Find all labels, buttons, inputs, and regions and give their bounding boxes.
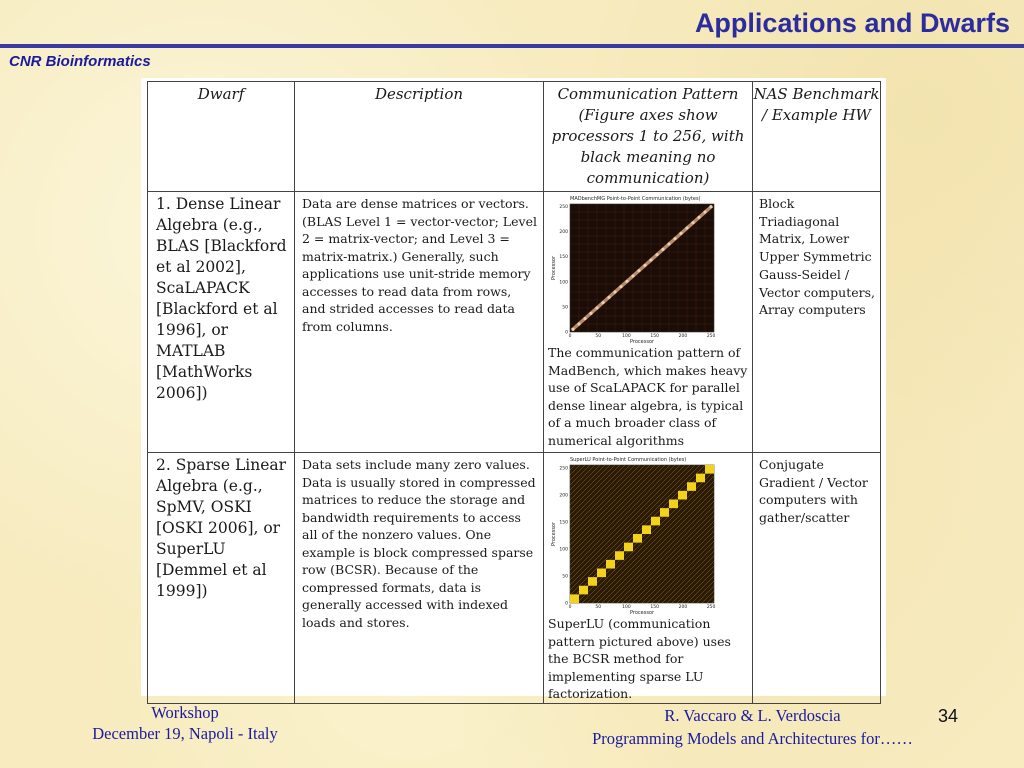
y-tick-label: 0 bbox=[565, 601, 568, 607]
diagonal-dot bbox=[595, 306, 598, 309]
diagonal-dot bbox=[577, 322, 580, 325]
dwarf-sparse-linear-algebra: 2. Sparse Linear Algebra (e.g., SpMV, OSKI [OSKI 2006], or SuperLU [Demmel et al 1999]) bbox=[148, 453, 295, 704]
figure-title: SuperLU Point-to-Point Communication (bytes) bbox=[570, 457, 687, 463]
y-tick-label: 150 bbox=[559, 255, 568, 261]
diagonal-block bbox=[696, 474, 705, 483]
dwarfs-table bbox=[147, 81, 881, 704]
diagonal-dot bbox=[649, 258, 652, 261]
diagonal-dot bbox=[613, 290, 616, 293]
footer-author-names: R. Vaccaro & L. Verdoscia bbox=[664, 706, 841, 725]
x-tick-label: 100 bbox=[622, 334, 631, 339]
x-tick-label: 250 bbox=[706, 334, 716, 339]
x-tick-label: 200 bbox=[678, 334, 688, 339]
diagonal-block bbox=[642, 525, 651, 534]
header-description: Description bbox=[295, 82, 544, 192]
figure-xlabel: Processor bbox=[629, 339, 655, 344]
diagonal-block bbox=[579, 586, 588, 595]
diagonal-block bbox=[570, 594, 579, 603]
dwarf-dense-linear-algebra: 1. Dense Linear Algebra (e.g., BLAS [Blackford et al 2002], ScaLAPACK [Blackford et al 1996], or MATLAB [MathWorks 2006]) bbox=[148, 192, 295, 453]
x-tick-label: 50 bbox=[595, 334, 602, 339]
x-tick-label: 250 bbox=[706, 605, 716, 610]
diagonal-block bbox=[615, 551, 624, 560]
figure-ylabel: Processor bbox=[551, 521, 557, 547]
y-tick-label: 0 bbox=[565, 330, 568, 336]
x-tick-label: 50 bbox=[595, 605, 602, 610]
footer-date-location: December 19, Napoli - Italy bbox=[92, 724, 278, 743]
y-tick-label: 100 bbox=[559, 280, 568, 286]
organization-label: CNR Bioinformatics bbox=[9, 53, 151, 70]
caption-dense-linear-algebra: The communication pattern of MadBench, which makes heavy use of ScaLAPACK for parallel dense linear algebra, is typical of a much broader class of numerical algorithms bbox=[548, 345, 748, 448]
footer-workshop bbox=[74, 702, 296, 744]
description-sparse-linear-algebra: Data sets include many zero values. Data is usually stored in compressed matrices to reduce the storage and bandwidth requirements to access all of the nonzero values. One example is block compressed sparse row (BCSR). Because of the compressed formats, data is generally accessed with indexed loads and stores. bbox=[295, 453, 544, 704]
footer-authors bbox=[555, 704, 950, 750]
y-tick-label: 250 bbox=[559, 466, 568, 472]
y-tick-label: 100 bbox=[559, 547, 568, 553]
diagonal-dot bbox=[667, 242, 670, 245]
footer-talk-title: Programming Models and Architectures for…… bbox=[592, 729, 913, 748]
diagonal-block bbox=[651, 517, 660, 526]
y-tick-label: 250 bbox=[559, 205, 568, 211]
x-tick-label: 150 bbox=[650, 334, 659, 339]
diagonal-dot bbox=[655, 253, 658, 256]
diagonal-dot bbox=[697, 216, 700, 219]
hw-dense-linear-algebra: Block Triadiagonal Matrix, Lower Upper Symmetric Gauss-Seidel / Vector computers, Array computers bbox=[753, 192, 881, 453]
figure-title: MADbenchMG Point-to-Point Communication (bytes) bbox=[570, 196, 701, 202]
x-tick-label: 0 bbox=[568, 334, 572, 339]
diagonal-dot bbox=[703, 210, 706, 213]
diagonal-dot bbox=[571, 328, 574, 331]
diagonal-dot bbox=[619, 285, 622, 288]
diagonal-block bbox=[624, 543, 633, 552]
diagonal-block bbox=[660, 508, 669, 517]
diagonal-dot bbox=[685, 226, 688, 229]
diagonal-block bbox=[678, 491, 687, 500]
description-dense-linear-algebra: Data are dense matrices or vectors. (BLAS Level 1 = vector-vector; Level 2 = matrix-vector; and Level 3 = matrix-matrix.) Generally, such applications use unit-stride memory accesses to read data from rows, and strided accesses to read data from columns. bbox=[295, 192, 544, 453]
x-tick-label: 100 bbox=[622, 605, 631, 610]
diagonal-dot bbox=[679, 232, 682, 235]
dwarfs-table-image bbox=[141, 78, 886, 701]
footer-workshop-label: Workshop bbox=[151, 703, 219, 722]
diagonal-dot bbox=[607, 296, 610, 299]
superlu-communication-figure bbox=[548, 455, 720, 615]
title-rule bbox=[0, 44, 1024, 48]
x-tick-label: 200 bbox=[678, 605, 688, 610]
pattern-sparse-linear-algebra bbox=[544, 453, 753, 704]
y-tick-label: 50 bbox=[562, 305, 568, 311]
diagonal-block bbox=[633, 534, 642, 543]
figure-xlabel: Processor bbox=[629, 610, 655, 615]
diagonal-dot bbox=[661, 248, 664, 251]
x-tick-label: 150 bbox=[650, 605, 659, 610]
y-tick-label: 200 bbox=[559, 493, 568, 499]
diagonal-dot bbox=[673, 237, 676, 240]
caption-sparse-linear-algebra: SuperLU (communication pattern pictured above) uses the BCSR method for implementing sparse LU factorization. bbox=[548, 616, 731, 701]
y-tick-label: 150 bbox=[559, 520, 568, 526]
diagonal-dot bbox=[691, 221, 694, 224]
diagonal-dot bbox=[583, 317, 586, 320]
slide-title: Applications and Dwarfs bbox=[694, 8, 1010, 38]
diagonal-dot bbox=[643, 264, 646, 267]
table-row bbox=[148, 192, 881, 453]
header-dwarf: Dwarf bbox=[148, 82, 295, 192]
x-tick-label: 0 bbox=[568, 605, 572, 610]
diagonal-block bbox=[597, 569, 606, 578]
diagonal-block bbox=[687, 482, 696, 491]
diagonal-block bbox=[588, 577, 597, 586]
figure-ylabel: Processor bbox=[551, 255, 557, 281]
y-tick-label: 50 bbox=[562, 574, 568, 580]
diagonal-dot bbox=[631, 274, 634, 277]
diagonal-block bbox=[669, 500, 678, 509]
diagonal-dot bbox=[625, 280, 628, 283]
y-tick-label: 200 bbox=[559, 230, 568, 236]
diagonal-dot bbox=[709, 205, 712, 208]
table-header-row bbox=[148, 82, 881, 192]
diagonal-block bbox=[606, 560, 615, 569]
pattern-dense-linear-algebra bbox=[544, 192, 753, 453]
page-number: 34 bbox=[938, 706, 959, 726]
hw-sparse-linear-algebra: Conjugate Gradient / Vector computers with gather/scatter bbox=[753, 453, 881, 704]
header-communication-pattern: Communication Pattern (Figure axes show processors 1 to 256, with black meaning no communication) bbox=[544, 82, 753, 192]
header-nas-benchmark: NAS Benchmark / Example HW bbox=[753, 82, 881, 192]
diagonal-dot bbox=[589, 312, 592, 315]
diagonal-block bbox=[705, 465, 714, 474]
table-row bbox=[148, 453, 881, 704]
diagonal-dot bbox=[601, 301, 604, 304]
madbench-communication-figure bbox=[548, 194, 720, 344]
diagonal-dot bbox=[637, 269, 640, 272]
